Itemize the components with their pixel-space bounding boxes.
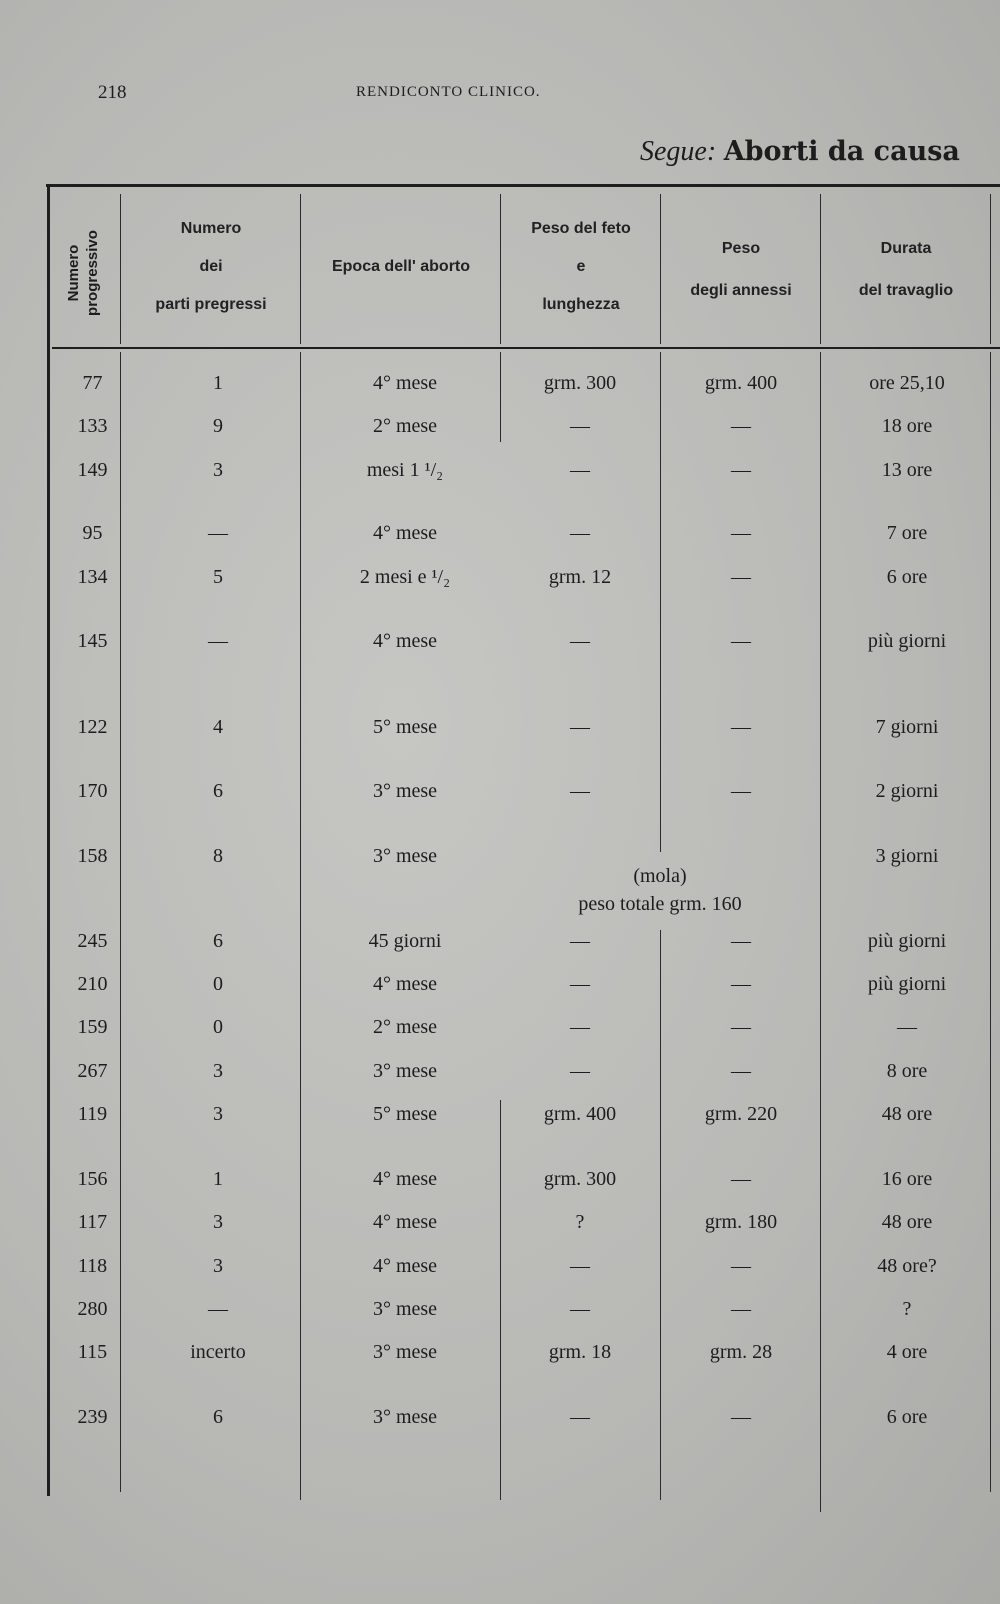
cell-numero: 122 — [77, 716, 108, 738]
cell-parti: — — [208, 522, 228, 544]
cell-durata: 48 ore? — [877, 1255, 937, 1277]
cell-epoca: mesi 1 ¹/₂ — [366, 459, 444, 481]
column-divider — [660, 352, 661, 852]
cell-parti: 9 — [213, 415, 223, 437]
cell-numero: 117 — [77, 1211, 108, 1233]
cell-durata: 4 ore — [886, 1341, 928, 1363]
cell-parti: 3 — [213, 1211, 223, 1233]
cell-numero: 115 — [77, 1341, 108, 1363]
table-caption — [640, 134, 960, 168]
cell-numero: 239 — [77, 1406, 108, 1428]
cell-parti: 6 — [213, 780, 223, 802]
cell-parti: 3 — [213, 1103, 223, 1125]
cell-peso-annessi: grm. 180 — [704, 1211, 778, 1233]
cell-peso-feto: — — [570, 522, 590, 544]
cell-numero: 77 — [82, 372, 103, 394]
cell-parti: — — [208, 1298, 228, 1320]
column-divider — [820, 194, 821, 344]
column-divider — [820, 352, 821, 1512]
cell-parti: 0 — [213, 1016, 223, 1038]
cell-parti: 8 — [213, 845, 223, 867]
cell-epoca: 4° mese — [372, 1211, 438, 1233]
cell-peso-annessi: — — [731, 566, 751, 588]
header-label: lunghezza — [542, 296, 620, 313]
cell-peso-annessi: — — [731, 1016, 751, 1038]
cell-numero: 158 — [77, 845, 108, 867]
cell-peso-feto: grm. 400 — [543, 1103, 617, 1125]
cell-peso-feto: — — [570, 1060, 590, 1082]
header-numero-parti — [122, 220, 300, 320]
cell-durata: 6 ore — [886, 1406, 928, 1428]
running-head — [98, 82, 960, 112]
header-bottom-rule — [52, 347, 1000, 349]
header-peso-feto — [502, 220, 660, 320]
cell-parti: 3 — [213, 1060, 223, 1082]
cell-peso-annessi: — — [731, 522, 751, 544]
cell-numero: 159 — [77, 1016, 108, 1038]
cell-epoca: 2° mese — [372, 1016, 438, 1038]
column-divider — [660, 194, 661, 344]
cell-epoca: 3° mese — [372, 1298, 438, 1320]
cell-peso-annessi: — — [731, 780, 751, 802]
cell-peso-annessi: — — [731, 930, 751, 952]
header-label: Numero — [180, 220, 242, 237]
cell-numero: 134 — [77, 566, 108, 588]
cell-durata: 3 giorni — [875, 845, 939, 867]
cell-parti: 6 — [213, 930, 223, 952]
cell-durata: 18 ore — [881, 415, 933, 437]
cell-durata: più giorni — [867, 930, 947, 952]
cell-peso-feto: — — [570, 930, 590, 952]
column-divider — [300, 194, 301, 344]
cell-peso-feto: — — [570, 780, 590, 802]
merged-cell-mola — [520, 862, 800, 918]
header-label: Durata — [880, 240, 932, 257]
cell-epoca: 4° mese — [372, 522, 438, 544]
column-divider — [660, 930, 661, 1500]
cell-numero: 156 — [77, 1168, 108, 1190]
cell-peso-annessi: — — [731, 1168, 751, 1190]
column-divider — [500, 194, 501, 344]
cell-peso-annessi: — — [731, 1298, 751, 1320]
caption-prefix: Segue: — [640, 136, 717, 167]
cell-numero: 119 — [77, 1103, 108, 1125]
cell-durata: ? — [902, 1298, 912, 1320]
header-epoca — [302, 258, 500, 288]
page-number: 218 — [98, 82, 127, 103]
cell-parti: 1 — [213, 1168, 223, 1190]
cell-durata: 7 giorni — [875, 716, 939, 738]
cell-peso-feto: grm. 12 — [548, 566, 612, 588]
cell-parti: 0 — [213, 973, 223, 995]
cell-parti: 4 — [213, 716, 223, 738]
cell-peso-annessi: — — [731, 1060, 751, 1082]
header-label: Epoca dell' aborto — [331, 258, 471, 275]
cell-peso-feto: — — [570, 1406, 590, 1428]
cell-epoca: 3° mese — [372, 1406, 438, 1428]
merged-line: (mola) — [633, 865, 687, 887]
cell-peso-annessi: — — [731, 630, 751, 652]
cell-peso-feto: — — [570, 459, 590, 481]
cell-numero: 245 — [77, 930, 108, 952]
header-label: progressivo — [84, 230, 101, 316]
cell-peso-annessi: — — [731, 459, 751, 481]
cell-epoca: 2 mesi e ¹/₂ — [359, 566, 451, 588]
cell-numero: 210 — [77, 973, 108, 995]
cell-epoca: 3° mese — [372, 1060, 438, 1082]
cell-peso-annessi: — — [731, 1255, 751, 1277]
cell-parti: 1 — [213, 372, 223, 394]
cell-peso-annessi: — — [731, 415, 751, 437]
top-rule — [46, 184, 1000, 187]
column-divider — [990, 194, 991, 344]
cell-peso-annessi: — — [731, 1406, 751, 1428]
header-durata — [822, 240, 990, 310]
cell-epoca: 45 giorni — [368, 930, 442, 952]
cell-epoca: 3° mese — [372, 845, 438, 867]
header-label: del travaglio — [858, 282, 954, 299]
running-title: RENDICONTO CLINICO. — [356, 84, 541, 100]
cell-peso-annessi: — — [731, 716, 751, 738]
header-label: Numero — [65, 244, 82, 302]
cell-peso-annessi: grm. 28 — [709, 1341, 773, 1363]
cell-durata: 6 ore — [886, 566, 928, 588]
cell-durata: — — [897, 1016, 917, 1038]
header-label: Peso — [721, 240, 761, 257]
cell-numero: 145 — [77, 630, 108, 652]
cell-epoca: 4° mese — [372, 372, 438, 394]
cell-numero: 149 — [77, 459, 108, 481]
cell-peso-annessi: grm. 220 — [704, 1103, 778, 1125]
left-border — [47, 184, 50, 1496]
header-label: dei — [199, 258, 223, 275]
cell-peso-feto: — — [570, 1255, 590, 1277]
cell-numero: 118 — [77, 1255, 108, 1277]
cell-peso-feto: — — [570, 415, 590, 437]
cell-epoca: 5° mese — [372, 716, 438, 738]
cell-numero: 95 — [82, 522, 103, 544]
cell-epoca: 4° mese — [372, 1168, 438, 1190]
cell-epoca: 5° mese — [372, 1103, 438, 1125]
cell-peso-feto: grm. 300 — [543, 1168, 617, 1190]
cell-peso-annessi: — — [731, 973, 751, 995]
caption-title: Aborti da causa — [723, 136, 960, 167]
cell-numero: 133 — [77, 415, 108, 437]
header-label: e — [576, 258, 586, 275]
cell-numero: 280 — [77, 1298, 108, 1320]
cell-durata: 48 ore — [881, 1211, 933, 1233]
header-label: parti pregressi — [155, 296, 267, 313]
cell-epoca: 4° mese — [372, 1255, 438, 1277]
cell-numero: 267 — [77, 1060, 108, 1082]
cell-durata: 8 ore — [886, 1060, 928, 1082]
header-peso-annessi — [662, 240, 820, 310]
cell-peso-feto: — — [570, 716, 590, 738]
cell-peso-feto: ? — [575, 1211, 585, 1233]
cell-parti: — — [208, 630, 228, 652]
cell-peso-feto: grm. 18 — [548, 1341, 612, 1363]
cell-epoca: 3° mese — [372, 780, 438, 802]
cell-durata: più giorni — [867, 973, 947, 995]
cell-peso-feto: — — [570, 1298, 590, 1320]
cell-durata: 7 ore — [886, 522, 928, 544]
cell-durata: 48 ore — [881, 1103, 933, 1125]
cell-parti: 5 — [213, 566, 223, 588]
cell-parti: 3 — [213, 459, 223, 481]
header-numero-progressivo — [48, 198, 120, 338]
column-divider — [120, 194, 121, 344]
header-label: degli annessi — [690, 282, 792, 299]
cell-epoca: 2° mese — [372, 415, 438, 437]
cell-parti: 6 — [213, 1406, 223, 1428]
cell-durata: 2 giorni — [875, 780, 939, 802]
merged-line: peso totale grm. 160 — [578, 893, 742, 915]
cell-epoca: 4° mese — [372, 630, 438, 652]
cell-numero: 170 — [77, 780, 108, 802]
cell-parti: incerto — [190, 1341, 246, 1363]
cell-parti: 3 — [213, 1255, 223, 1277]
cell-durata: 16 ore — [881, 1168, 933, 1190]
cell-epoca: 3° mese — [372, 1341, 438, 1363]
header-label: Peso del feto — [531, 220, 631, 237]
cell-peso-feto: — — [570, 1016, 590, 1038]
cell-durata: 13 ore — [881, 459, 933, 481]
cell-peso-feto: grm. 300 — [543, 372, 617, 394]
cell-peso-feto: — — [570, 630, 590, 652]
cell-durata: ore 25,10 — [869, 372, 945, 394]
cell-peso-feto: — — [570, 973, 590, 995]
cell-durata: più giorni — [867, 630, 947, 652]
cell-epoca: 4° mese — [372, 973, 438, 995]
cell-peso-annessi: grm. 400 — [704, 372, 778, 394]
